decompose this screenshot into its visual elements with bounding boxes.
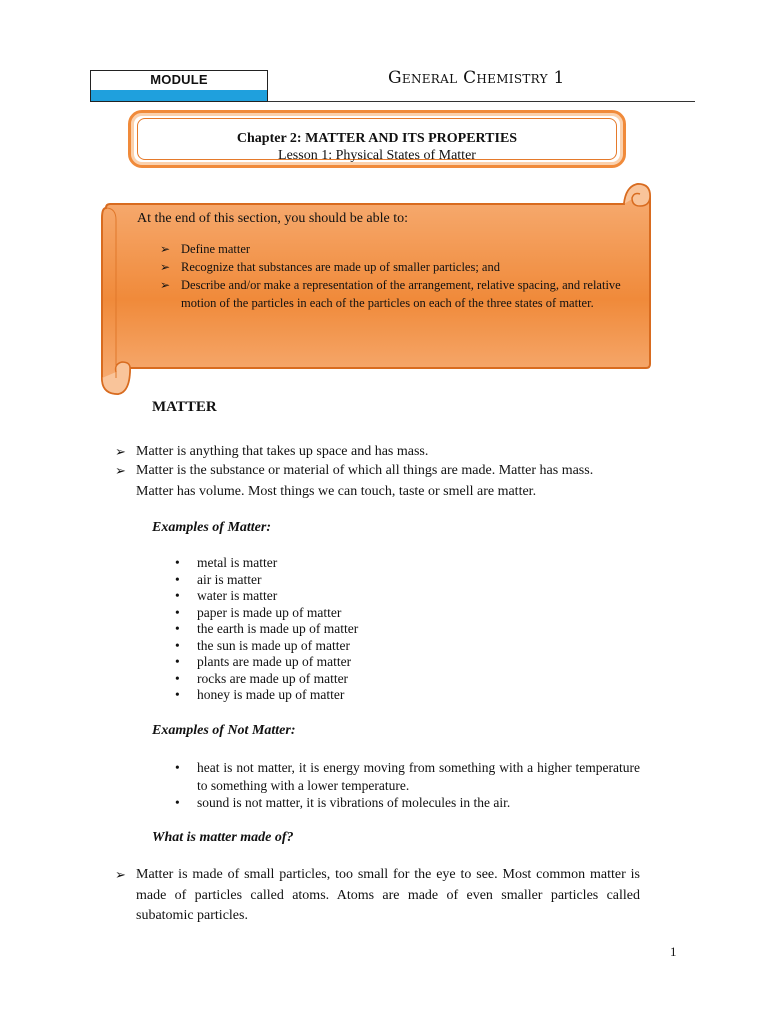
arrow-bullet-icon: ➢	[115, 867, 126, 882]
bullet-icon: •	[175, 795, 180, 810]
list-item: • metal is matter	[175, 555, 278, 570]
list-item: • the sun is made up of matter	[175, 637, 350, 653]
definition-item: ➢ Matter is anything that takes up space and has mass.	[115, 444, 429, 459]
bullet-icon: •	[175, 637, 180, 653]
list-item: • paper is made up of matter	[175, 604, 342, 620]
examples-of-not-matter-label: Examples of Not Matter:	[152, 723, 296, 738]
arrow-bullet-icon: ➢	[160, 242, 171, 256]
bullet-icon: •	[175, 654, 180, 669]
bullet-icon: •	[175, 621, 180, 636]
list-item: • honey is made up of matter	[175, 687, 345, 702]
bullet-icon: •	[175, 571, 180, 587]
chapter-inner-frame	[137, 118, 617, 163]
list-item: • sound is not matter, it is vibrations of molecules in the air.	[175, 795, 511, 810]
module-label: MODULE	[150, 72, 208, 87]
objectives-list	[160, 240, 630, 312]
module-box	[90, 70, 268, 102]
bullet-icon: •	[175, 588, 180, 603]
examples-of-matter-list	[173, 555, 573, 704]
bullet-icon: •	[175, 760, 180, 775]
header-rule	[268, 101, 695, 102]
course-title: General Chemistry 1	[388, 68, 565, 88]
bullet-icon: •	[175, 555, 180, 570]
chapter-title: Chapter 2: MATTER AND ITS PROPERTIES	[236, 131, 518, 146]
objectives-intro: At the end of this section, you should be able to:	[137, 211, 409, 226]
matter-definitions	[115, 442, 645, 501]
bullet-icon: •	[175, 604, 180, 620]
page-number: 1	[670, 944, 677, 959]
list-item: • water is matter	[175, 588, 278, 603]
list-item: • air is matter	[175, 571, 262, 587]
bullet-icon: •	[175, 687, 180, 702]
chapter-box	[128, 110, 626, 168]
list-item: • rocks are made up of matter	[175, 670, 349, 686]
arrow-bullet-icon: ➢	[160, 260, 171, 274]
module-color-bar	[91, 90, 267, 101]
examples-of-not-matter-list	[173, 759, 640, 812]
matter-heading: MATTER	[152, 399, 217, 415]
list-item: • the earth is made up of matter	[175, 621, 359, 636]
list-item: • heat is not matter, it is energy moving from something with a higher temperature to something with a lower temperature.	[175, 760, 640, 793]
list-item: • plants are made up of matter	[175, 654, 352, 669]
objective-item: ➢ Define matter	[160, 242, 251, 256]
arrow-bullet-icon: ➢	[115, 463, 126, 478]
definition-item: ➢ Matter is the substance or material of which all things are made. Matter has mass. Matter has volume. Most things we can touch, taste or smell are matter.	[115, 463, 594, 499]
objective-item: ➢ Recognize that substances are made up of smaller particles; and	[160, 260, 500, 274]
arrow-bullet-icon: ➢	[160, 278, 171, 292]
lesson-title: Lesson 1: Physical States of Matter	[278, 148, 476, 163]
bullet-icon: •	[175, 670, 180, 686]
list-item: ➢ Matter is made of small particles, too small for the eye to see. Most common matter is made of particles called atoms. Atoms are made of even smaller particles called subatomic particles.	[115, 867, 640, 923]
matter-made-of-question: What is matter made of?	[152, 830, 294, 845]
objective-item: ➢ Describe and/or make a representation of the arrangement, relative spacing, and relative motion of the particles in each of the particles on each of the three states of matter.	[160, 278, 621, 310]
matter-made-of-list	[115, 865, 640, 927]
examples-of-matter-label: Examples of Matter:	[152, 520, 271, 535]
arrow-bullet-icon: ➢	[115, 444, 126, 459]
